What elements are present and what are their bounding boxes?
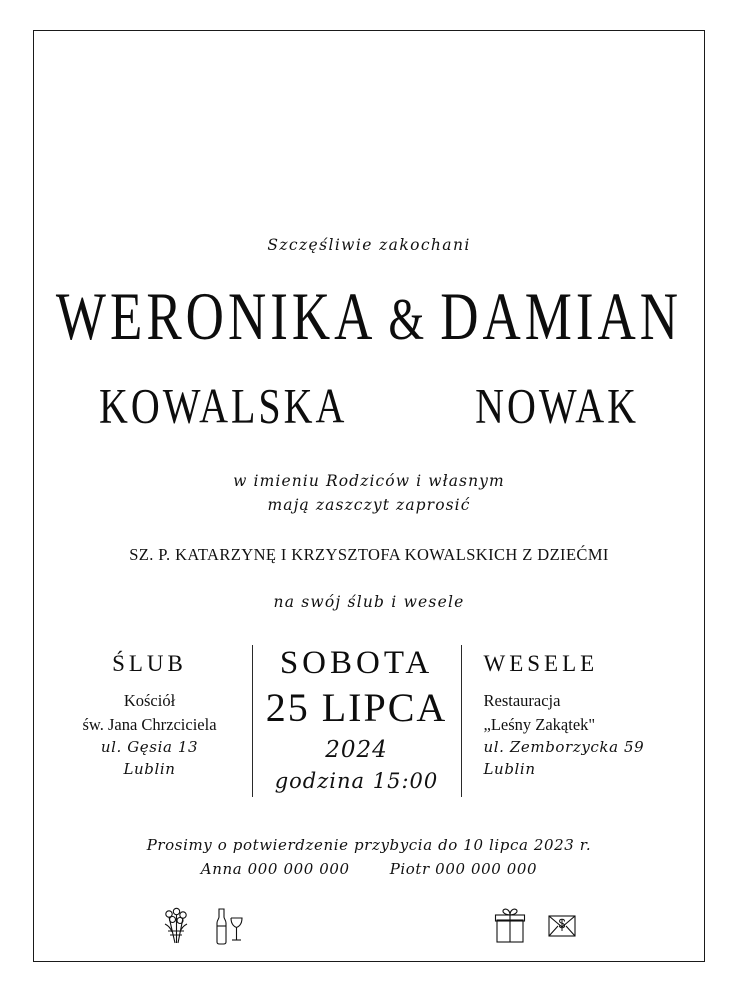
parents-line-1: w imieniu Rodziców i własnym xyxy=(233,472,505,490)
gift-box-icon xyxy=(493,905,527,947)
bride-surname: KOWALSKA xyxy=(99,377,348,434)
ceremony-time: godzina 15:00 xyxy=(274,769,439,794)
bouquet-icon xyxy=(159,905,193,947)
couple-first-names xyxy=(55,280,683,355)
ceremony-street: ul. Gęsia 13 xyxy=(100,737,199,756)
icon-group-right xyxy=(493,905,579,947)
event-details xyxy=(62,645,677,797)
couple-surnames xyxy=(69,377,669,434)
guest-names: SZ. P. KATARZYNĘ I KRZYSZTOFA KOWALSKICH Z DZIEĆMI xyxy=(129,545,609,565)
reception-venue-line-1: Restauracja xyxy=(483,691,561,711)
bride-first-name: WERONIKA xyxy=(55,280,377,355)
reception-title: WESELE xyxy=(483,651,599,677)
ceremony-venue-line-2: św. Jana Chrzciciela xyxy=(82,714,217,734)
invitation-card xyxy=(33,30,705,962)
weekday: SOBOTA xyxy=(279,645,434,682)
groom-surname: NOWAK xyxy=(475,377,639,434)
reception-street: ul. Zemborzycka 59 xyxy=(483,737,645,756)
ceremony-venue-line-1: Kościół xyxy=(123,691,176,711)
day-and-month: 25 LIPCA xyxy=(265,684,448,730)
icon-row xyxy=(159,905,579,947)
reception-city: Lublin xyxy=(483,759,536,778)
rsvp-block xyxy=(147,833,592,881)
occasion-text: na swój ślub i wesele xyxy=(273,593,465,612)
rsvp-contact-2: Piotr 000 000 000 xyxy=(389,859,538,878)
rsvp-text: Prosimy o potwierdzenie przybycia do 10 lipca 2023 r. xyxy=(146,835,592,854)
ceremony-city: Lublin xyxy=(123,759,176,778)
rsvp-contacts xyxy=(147,857,592,881)
year: 2024 xyxy=(325,736,388,763)
wine-bottle-and-glass-icon xyxy=(211,905,245,947)
ceremony-title: ŚLUB xyxy=(112,651,187,677)
rsvp-contact-1: Anna 000 000 000 xyxy=(200,859,350,878)
ceremony-block xyxy=(62,645,252,797)
date-block xyxy=(252,645,462,797)
invitation-content xyxy=(34,31,704,961)
parents-statement xyxy=(233,469,505,517)
reception-venue-line-2: „Leśny Zakątek" xyxy=(483,714,596,734)
icon-group-left xyxy=(159,905,245,947)
reception-block xyxy=(462,645,677,797)
parents-line-2: mają zaszczyt zaprosić xyxy=(267,496,471,515)
ampersand: & xyxy=(388,286,429,352)
intro-text: Szczęśliwie zakochani xyxy=(267,236,471,254)
envelope-with-money-icon xyxy=(545,905,579,947)
groom-first-name: DAMIAN xyxy=(440,280,683,355)
